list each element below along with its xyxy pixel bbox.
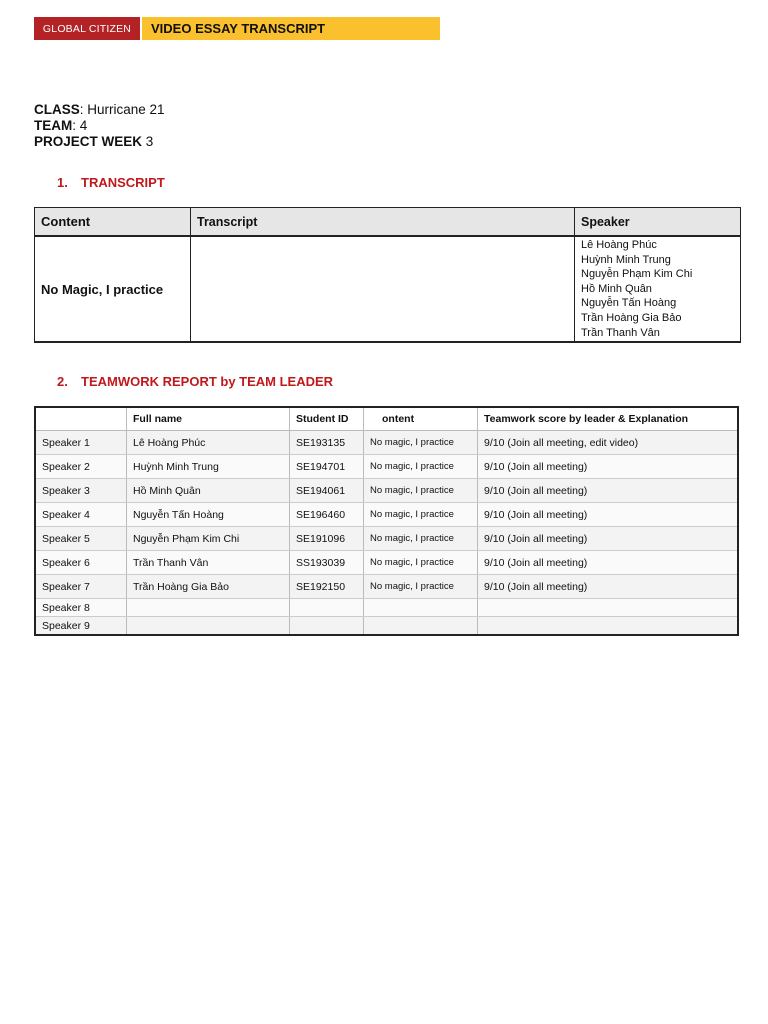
content-cell: No magic, I practice: [364, 431, 478, 455]
content-cell: [364, 599, 478, 617]
column-header: ontent: [364, 407, 478, 431]
speaker-name: Huỳnh Minh Trung: [581, 253, 671, 266]
student-id-cell: SE193135: [290, 431, 364, 455]
student-id-cell: SE191096: [290, 527, 364, 551]
table-row: [35, 236, 741, 342]
class-value: : Hurricane 21: [79, 102, 165, 117]
table-row: [35, 503, 738, 527]
score-cell: [478, 599, 739, 617]
score-cell: 9/10 (Join all meeting): [478, 575, 739, 599]
full-name-cell: [127, 617, 290, 636]
speaker-list-cell: [575, 236, 741, 342]
column-header: Transcript: [191, 208, 575, 237]
score-cell: [478, 617, 739, 636]
document-title: VIDEO ESSAY TRANSCRIPT: [142, 17, 440, 40]
team-value: : 4: [72, 118, 88, 133]
speaker-cell: Speaker 7: [35, 575, 127, 599]
team-line: [34, 118, 165, 134]
student-id-cell: [290, 599, 364, 617]
section-title: TRANSCRIPT: [81, 175, 165, 190]
speaker-name: Nguyễn Phạm Kim Chi: [581, 268, 693, 281]
student-id-cell: SE196460: [290, 503, 364, 527]
score-cell: 9/10 (Join all meeting): [478, 527, 739, 551]
table-row: [35, 527, 738, 551]
speaker-cell: Speaker 3: [35, 479, 127, 503]
student-id-cell: SE194061: [290, 479, 364, 503]
speaker-cell: Speaker 2: [35, 455, 127, 479]
content-cell: No magic, I practice: [364, 455, 478, 479]
column-header: [35, 407, 127, 431]
brand-label: GLOBAL CITIZEN: [34, 17, 140, 40]
content-cell: No magic, I practice: [364, 551, 478, 575]
table-row: [35, 575, 738, 599]
transcript-cell: [191, 236, 575, 342]
full-name-cell: Nguyễn Phạm Kim Chi: [127, 527, 290, 551]
section-teamwork-heading: [57, 374, 333, 389]
student-id-cell: SE194701: [290, 455, 364, 479]
student-id-cell: [290, 617, 364, 636]
column-header: Teamwork score by leader & Explanation: [478, 407, 739, 431]
score-cell: 9/10 (Join all meeting, edit video): [478, 431, 739, 455]
table-row: [35, 599, 738, 617]
speaker-cell: Speaker 4: [35, 503, 127, 527]
teamwork-table: [34, 406, 739, 636]
student-id-cell: SS193039: [290, 551, 364, 575]
speaker-name: Trần Hoàng Gia Bảo: [581, 311, 682, 324]
column-header: Student ID: [290, 407, 364, 431]
speaker-name: Nguyễn Tấn Hoàng: [581, 297, 677, 310]
section-transcript-heading: [57, 175, 165, 190]
content-cell: [364, 617, 478, 636]
speaker-name: Trần Thanh Vân: [581, 326, 660, 339]
week-label: PROJECT WEEK: [34, 134, 143, 149]
student-id-cell: SE192150: [290, 575, 364, 599]
speaker-cell: Speaker 9: [35, 617, 127, 636]
full-name-cell: Lê Hoàng Phúc: [127, 431, 290, 455]
table-row: [35, 551, 738, 575]
speaker-name: Hồ Minh Quân: [581, 282, 652, 295]
table-row: [35, 431, 738, 455]
column-header: Content: [35, 208, 191, 237]
table-header-row: [35, 407, 738, 431]
column-header: Full name: [127, 407, 290, 431]
section-number: 2.: [57, 374, 68, 389]
header-bar: [34, 17, 440, 40]
section-number: 1.: [57, 175, 68, 190]
full-name-cell: [127, 599, 290, 617]
full-name-cell: Huỳnh Minh Trung: [127, 455, 290, 479]
speaker-cell: Speaker 8: [35, 599, 127, 617]
speaker-cell: Speaker 1: [35, 431, 127, 455]
full-name-cell: Nguyễn Tấn Hoàng: [127, 503, 290, 527]
score-cell: 9/10 (Join all meeting): [478, 551, 739, 575]
week-value: 3: [142, 134, 154, 149]
section-title: TEAMWORK REPORT by TEAM LEADER: [81, 374, 334, 389]
content-cell: No Magic, I practice: [35, 236, 191, 342]
class-line: [34, 102, 165, 118]
full-name-cell: Trần Hoàng Gia Bảo: [127, 575, 290, 599]
team-label: TEAM: [34, 118, 73, 133]
table-row: [35, 455, 738, 479]
week-line: [34, 134, 165, 150]
teamwork-table-body: [35, 431, 738, 636]
content-cell: No magic, I practice: [364, 479, 478, 503]
content-cell: No magic, I practice: [364, 575, 478, 599]
speaker-cell: Speaker 5: [35, 527, 127, 551]
table-row: [35, 479, 738, 503]
speaker-cell: Speaker 6: [35, 551, 127, 575]
table-header-row: [35, 208, 741, 237]
full-name-cell: Hồ Minh Quân: [127, 479, 290, 503]
document-meta: [34, 102, 165, 150]
score-cell: 9/10 (Join all meeting): [478, 455, 739, 479]
speaker-name: Lê Hoàng Phúc: [581, 239, 657, 251]
full-name-cell: Trần Thanh Vân: [127, 551, 290, 575]
transcript-table: [34, 207, 741, 343]
column-header: Speaker: [575, 208, 741, 237]
content-cell: No magic, I practice: [364, 527, 478, 551]
score-cell: 9/10 (Join all meeting): [478, 479, 739, 503]
score-cell: 9/10 (Join all meeting): [478, 503, 739, 527]
class-label: CLASS: [34, 102, 80, 117]
content-cell: No magic, I practice: [364, 503, 478, 527]
table-row: [35, 617, 738, 636]
